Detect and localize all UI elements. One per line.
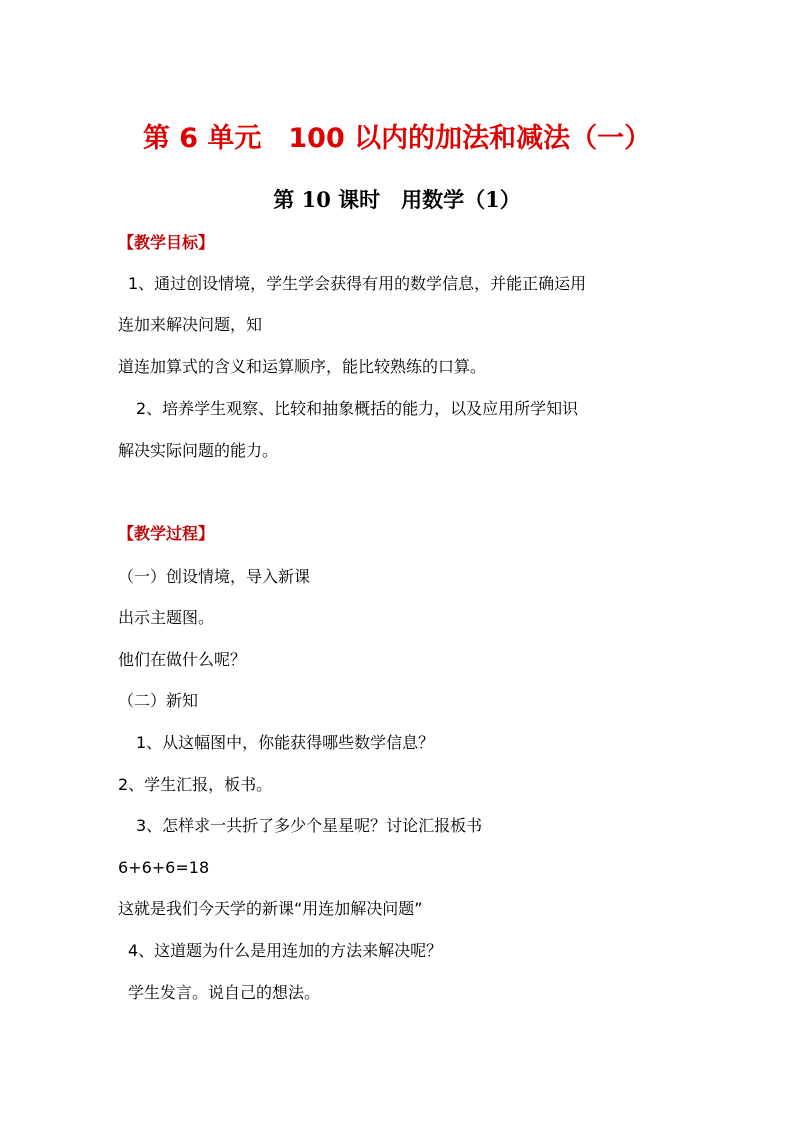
objective-line: 1、通过创设情境，学生学会获得有用的数学信息，并能正确运用	[128, 274, 587, 293]
objective-line: 2、培养学生观察、比较和抽象概括的能力，以及应用所学知识	[136, 399, 579, 418]
process-line: 1、从这幅图中，你能获得哪些数学信息？	[136, 733, 435, 752]
process-line: （一）创设情境，导入新课	[118, 567, 311, 586]
objective-line: 解决实际问题的能力。	[118, 441, 279, 460]
process-line: 2、学生汇报，板书。	[118, 775, 273, 794]
objective-line: 道连加算式的含义和运算顺序，能比较熟练的口算。	[118, 357, 487, 376]
process-line: 学生发言。说自己的想法。	[128, 983, 321, 1002]
process-line: 6+6+6=18	[118, 858, 210, 877]
process-line: 3、怎样求一共折了多少个星星呢？讨论汇报板书	[136, 816, 483, 835]
process-line: 出示主题图。	[118, 608, 215, 627]
process-heading: 【教学过程】	[118, 524, 215, 543]
process-line: （二）新知	[118, 691, 199, 710]
process-line: 4、这道题为什么是用连加的方法来解决呢？	[128, 941, 443, 960]
objective-line: 连加来解决问题，知	[118, 315, 263, 334]
process-line: 他们在做什么呢？	[118, 650, 247, 669]
lesson-title: 第 10 课时 用数学（1）	[273, 187, 521, 212]
unit-title: 第 6 单元 100 以内的加法和减法（一）	[142, 123, 652, 154]
process-line: 这就是我们今天学的新课“用连加解决问题”	[118, 899, 423, 918]
objectives-heading: 【教学目标】	[118, 233, 215, 252]
